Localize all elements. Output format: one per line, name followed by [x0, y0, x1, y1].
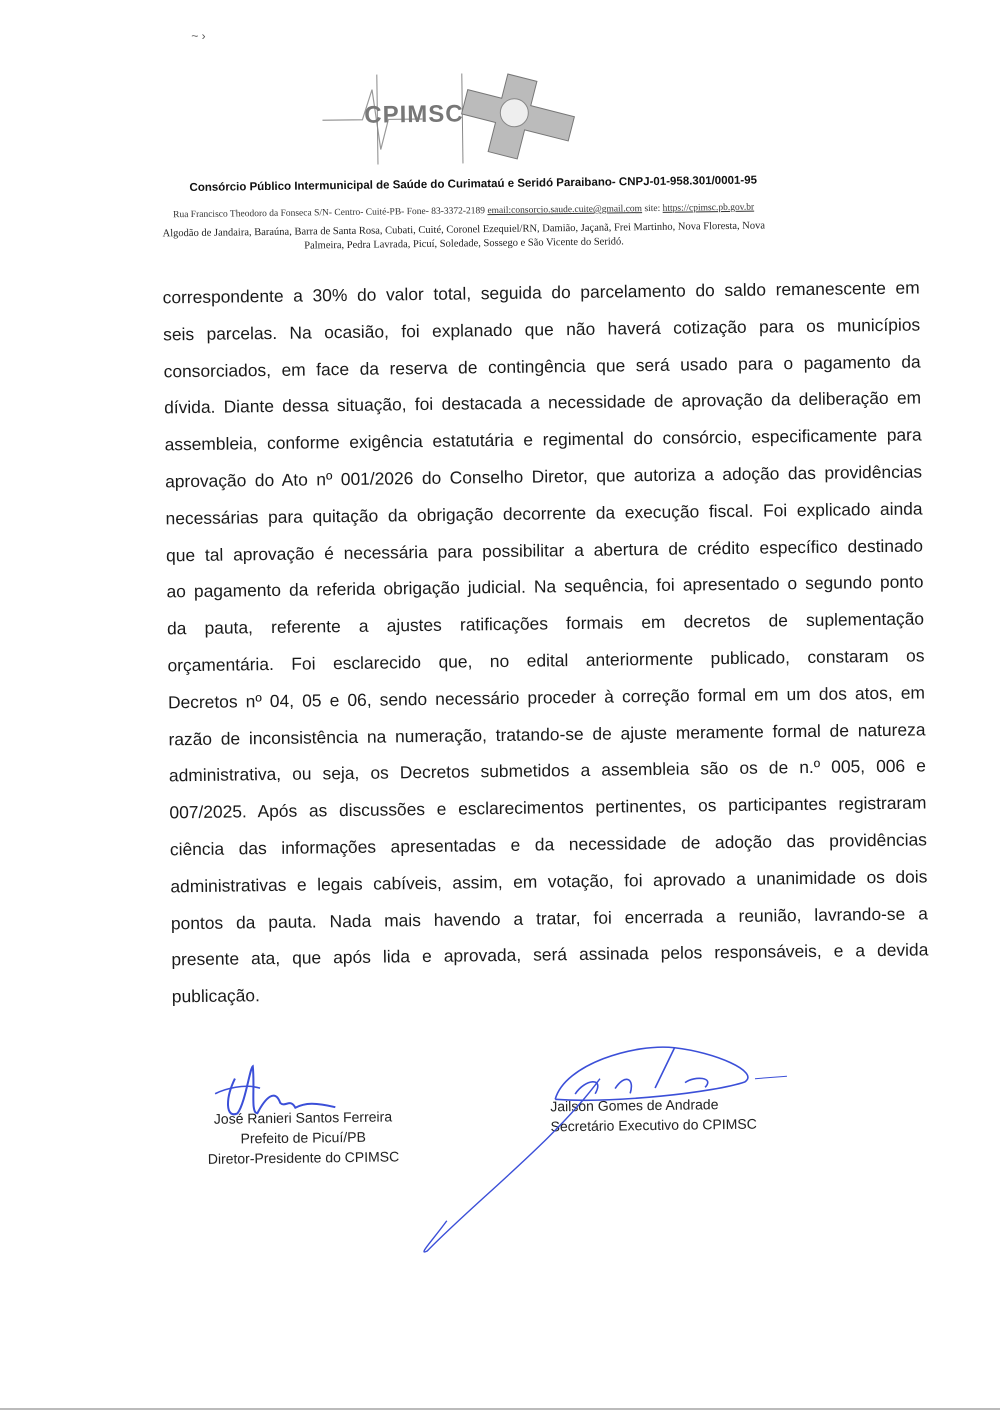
body-line: da pauta, referente a ajustes ratificações formais em decretos de suplementação	[166, 608, 925, 639]
address: Rua Francisco Theodoro da Fonseca S/N- Centro- Cuité-PB- Fone- 83-3372-2189	[173, 206, 486, 221]
body-line: publicação.	[171, 985, 260, 1007]
minutes-body	[163, 276, 930, 1022]
body-line: aprovação do Ato nº 001/2026 do Conselho Diretor, que autoriza a adoção das providências	[164, 461, 923, 492]
body-line: administrativas e legais cabíveis, assim, em votação, foi aprovado a unanimidade os dois	[170, 866, 928, 897]
body-line: presente ata, que após lida e aprovada, será assinada pelos responsáveis, e a devida	[171, 939, 929, 970]
member-towns	[104, 219, 824, 256]
body-line: razão de inconsistência na numeração, tratando-se de ajuste meramente formal de natureza	[168, 718, 926, 749]
handwritten-signature-secretary	[414, 1036, 807, 1261]
body-line: necessárias para quitação da obrigação decorrente da execução fiscal. Foi explicado ainda	[165, 498, 923, 529]
towns-line-2: Palmeira, Pedra Lavrada, Picuí, Soledade, Sossego e São Vicente do Seridó.	[304, 236, 624, 252]
address-line	[94, 202, 834, 222]
towns-line-1: Algodão de Jandaira, Baraúna, Barra de Santa Rosa, Cubati, Cuité, Coronel Ezequiel/RN, Damião, Jaçanã, Frei Martinho, Nova Floresta, Nova	[162, 220, 766, 240]
signer-role: Prefeito de Picuí/PB	[240, 1128, 366, 1147]
site-label: site:	[644, 203, 661, 215]
body-line: seis parcelas. Na ocasião, foi explanado que não haverá cotização para os municípios	[163, 314, 921, 345]
body-line: 007/2025. Após as discussões e esclarecimentos pertinentes, os participantes registraram	[169, 792, 927, 823]
body-line: Decretos nº 04, 05 e 06, sendo necessário proceder à correção formal em um dos atos, em	[167, 682, 926, 713]
page-edge	[0, 1408, 1000, 1410]
signer-role: Diretor-Presidente do CPIMSC	[207, 1148, 400, 1167]
body-line: assembleia, conforme exigência estatutária e regimental do consórcio, especificamente para	[164, 424, 922, 455]
body-line: consorciados, em face da reserva de contingência que será usado para o pagamento da	[163, 351, 921, 381]
logo-text: CPIMSC	[364, 100, 464, 129]
signer-name: Jailson Gomes de Andrade	[550, 1096, 719, 1115]
body-line: administrativa, ou seja, os Decretos submetidos a assembleia são os de n.º 005, 006 e	[168, 755, 927, 786]
body-line: orçamentária. Foi esclarecido que, no edital anteriormente publicado, constaram os	[167, 645, 925, 676]
body-line: correspondente a 30% do valor total, seguida do parcelamento do saldo remanescente em	[162, 277, 920, 308]
signer-name: José Ranieri Santos Ferreira	[213, 1108, 393, 1127]
signer-role: Secretário Executivo do CPIMSC	[550, 1115, 757, 1135]
body-line: pontos da pauta. Nada mais havendo a tratar, foi encerrada a reunião, lavrando-se a	[170, 902, 928, 933]
handwritten-signature-president	[205, 1057, 356, 1129]
site-link[interactable]: https://cpimsc.pb.gov.br	[662, 202, 755, 214]
email-link[interactable]: email:consorcio.saude.cuite@gmail.com	[487, 204, 643, 217]
body-line: que tal aprovação é necessária para possibilitar a abertura de crédito específico destinado	[165, 535, 924, 565]
body-line: ciência das informações apresentadas e da necessidade de adoção das providências	[169, 829, 927, 860]
body-line: dívida. Diante dessa situação, foi destacada a necessidade de aprovação da deliberação em	[164, 387, 922, 418]
organization-name: Consórcio Público Intermunicipal de Saúde do Curimataú e Seridó Paraibano- CNPJ-01-958.301/0001-95	[189, 174, 758, 195]
scan-mark: ~ ›	[191, 28, 206, 43]
body-line: ao pagamento da referida obrigação judicial. Na sequência, foi apresentado o segundo ponto	[166, 571, 924, 602]
